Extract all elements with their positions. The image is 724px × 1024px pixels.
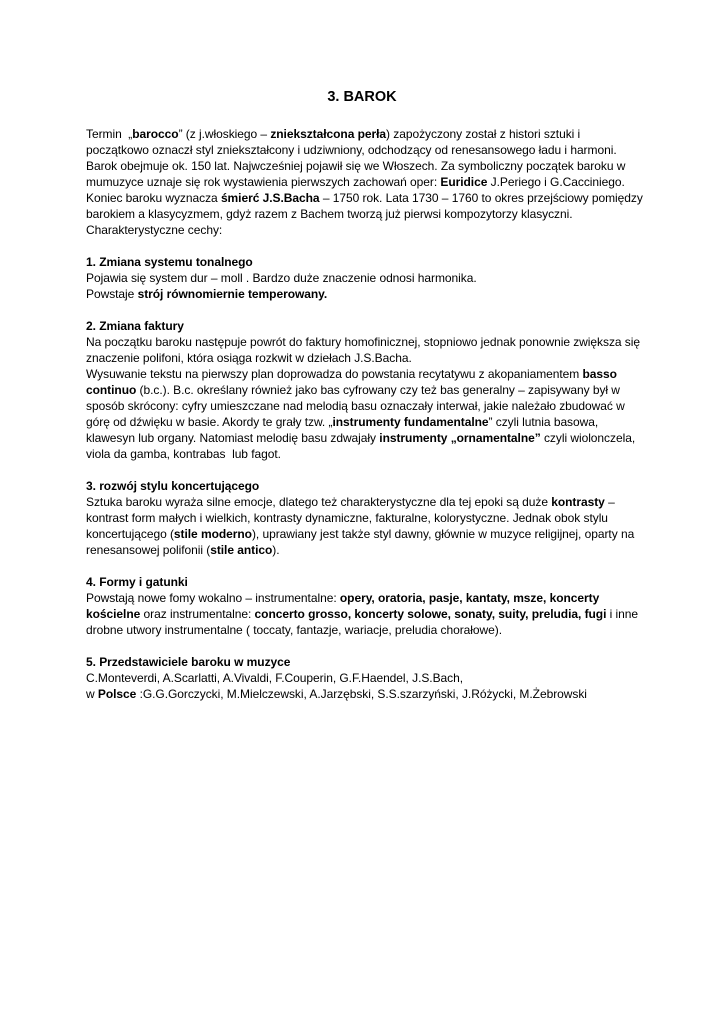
section-2-text-4: czyli wiolonczela, viola da gamba, kontrabas lub fagot. [86,431,639,461]
intro-text-2: ” (z j.włoskiego – [178,127,271,141]
intro-text-5: – 1750 rok. Lata 1730 – 1760 to okres przejściowy pomiędzy barokiem a klasycyzmem, gdyż razem z Bachem tworzą już pierwsi kompozytorzy klasyczni. [86,191,647,221]
section-3-text-4: ). [272,543,280,557]
intro-text-3: ) zapożyczony został z histori sztuki i początkowo oznaczł styl zniekształcony i udziwniony, odchodzący od renesansowego ładu i harmoni. Barok obejmuje ok. 150 lat. Najwcześniej pojawił się we Włoszech. Za symboliczny początek baroku w mumuzyce uznaje się rok wystawienia pierwszych zachowań oper: [86,127,629,189]
section-3-text-3: ), uprawiany jest także styl dawny, głównie w muzyce religijnej, oparty na renesansowej polifonii ( [86,527,638,557]
section-5-text-2: :G.G.Gorczycki, M.Mielczewski, A.Jarzębski, S.S.szarzyński, J.Różycki, M.Żebrowski [136,687,587,701]
section-3-term-stile-antico: stile antico [210,543,273,557]
section-1-heading: 1. Zmiana systemu tonalnego [86,255,253,269]
intro-text-4: J.Periego i G.Cacciniego. Koniec baroku wyznacza [86,175,629,205]
section-4-text-2: oraz instrumentalne: [140,607,255,621]
intro-text-1: Termin „ [86,127,133,141]
section-4-term-vocal-forms: opery, oratoria, pasje, kantaty, msze, koncerty kościelne [86,591,603,621]
section-4-heading: 4. Formy i gatunki [86,575,188,589]
section-2-term-ornamentalne: instrumenty „ornamentalne” [379,431,541,445]
section-1-term: strój równomiernie temperowany. [137,287,328,301]
section-4-text-3: i inne drobne utwory instrumentalne ( toccaty, fantazje, wariacje, preludia chorałowe). [86,607,642,637]
section-3-term-stile-moderno: stile moderno [173,527,252,541]
section-1-line-2 [86,286,646,302]
section-3-term-kontrasty: kontrasty [551,495,605,509]
section-5-text-1: w [86,687,98,701]
intro-term-barocco: barocco [132,127,179,141]
spacer [86,558,646,574]
intro-term-euridice: Euridice [440,175,488,189]
spacer [86,462,646,478]
section-5-line-1: C.Monteverdi, A.Scarlatti, A.Vivaldi, F.Couperin, G.F.Haendel, J.S.Bach, [86,671,464,685]
section-2-text-2: (b.c.). B.c. określany również jako bas cyfrowany czy też bas generalny – zapisywany był w sposób skrócony: cyfry umieszczane nad melodią basu oznaczały interwał, jakie należało zbudować w górę od dźwięku w basie. Akordy te grały tzw. „ [86,383,629,429]
spacer [86,238,646,254]
document-body [86,126,646,702]
section-5-line-2 [86,686,646,702]
section-2-term-fundamentalne: instrumenty fundamentalne [332,415,489,429]
section-4-paragraph [86,590,646,638]
section-2-text-1: Wysuwanie tekstu na pierwszy plan doprowadza do powstania recytatywu z akopaniamentem [86,367,583,381]
section-3-text-2: – kontrast form małych i wielkich, kontrasty dynamiczne, fakturalne, kolorystyczne. Jednak obok stylu koncertującego ( [86,495,619,541]
intro-term-bach-death: śmierć J.S.Bacha [220,191,320,205]
section-2-term-basso-continuo: basso continuo [86,367,621,397]
section-2-heading: 2. Zmiana faktury [86,319,184,333]
section-5-term-polsce: Polsce [97,687,137,701]
section-4-term-instrumental-forms: concerto grosso, koncerty solowe, sonaty, suity, preludia, fugi [254,607,607,621]
section-3-paragraph [86,494,646,558]
spacer [86,638,646,654]
section-1-line-1: Pojawia się system dur – moll . Bardzo duże znaczenie odnosi harmonika. [86,271,477,285]
section-4-text-1: Powstają nowe fomy wokalno – instrumentalne: [86,591,340,605]
section-1-text: Powstaje [86,287,138,301]
spacer [86,302,646,318]
section-2-text-3: ” czyli lutnia basowa, klawesyn lub organy. Natomiast melodię basu zdwajały [86,415,602,445]
page-title: 3. BAROK [327,89,397,105]
intro-term-perla: zniekształcona perła [270,127,387,141]
section-2-paragraph-2 [86,366,646,462]
section-3-text-1: Sztuka baroku wyraża silne emocje, dlatego też charakterystyczne dla tej epoki są duże [86,495,552,509]
section-5-heading: 5. Przedstawiciele baroku w muzyce [86,655,291,669]
intro-paragraph [86,126,646,222]
characteristics-label: Charakterystyczne cechy: [86,223,223,237]
section-3-heading: 3. rozwój stylu koncertującego [86,479,260,493]
section-2-paragraph-1: Na początku baroku następuje powrót do faktury homofinicznej, stopniowo jednak ponownie zwiększa się znaczenie polifoni, która osiąga rozkwit w dziełach J.S.Bacha. [86,335,644,365]
